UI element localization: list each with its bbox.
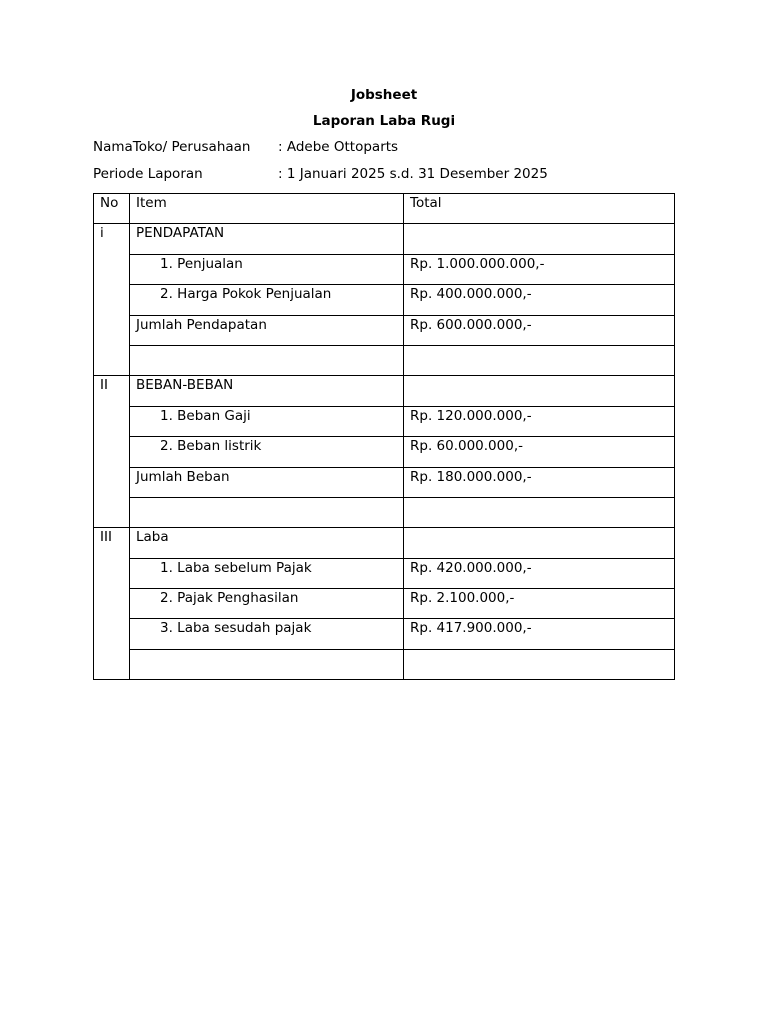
summary-total: Rp. 180.000.000,- (404, 467, 675, 497)
table-row (94, 619, 675, 649)
empty-cell (404, 649, 675, 679)
company-value: : Adebe Ottoparts (278, 139, 399, 155)
row-total: Rp. 417.900.000,- (404, 619, 675, 649)
table-row (94, 467, 675, 497)
section-number: i (94, 224, 130, 376)
table-row (94, 558, 675, 588)
table-header-row (94, 194, 675, 224)
table-row (94, 254, 675, 284)
table-row (94, 224, 675, 254)
summary-item: Jumlah Beban (130, 467, 404, 497)
header-item: Item (130, 194, 404, 224)
table-row (94, 285, 675, 315)
table-row (94, 589, 675, 619)
row-item: 3. Laba sesudah pajak (160, 620, 312, 637)
section-heading: BEBAN-BEBAN (130, 376, 404, 406)
profit-loss-table (93, 193, 675, 680)
summary-item: Jumlah Pendapatan (130, 315, 404, 345)
table-row (94, 376, 675, 406)
section-heading: Laba (130, 528, 404, 558)
document-title: Jobsheet (350, 87, 418, 103)
row-total: Rp. 400.000.000,- (404, 285, 675, 315)
empty-cell (130, 649, 404, 679)
table-row (94, 649, 675, 679)
empty-cell (404, 376, 675, 406)
document-subtitle: Laporan Laba Rugi (312, 113, 456, 129)
header-total: Total (404, 194, 675, 224)
row-total: Rp. 60.000.000,- (404, 437, 675, 467)
row-total: Rp. 1.000.000.000,- (404, 254, 675, 284)
empty-cell (404, 528, 675, 558)
row-item: 1. Laba sebelum Pajak (160, 559, 312, 576)
empty-cell (404, 345, 675, 375)
company-label: NamaToko/ Perusahaan (93, 139, 251, 155)
empty-cell (404, 497, 675, 527)
table-row (94, 406, 675, 436)
row-item: 2. Pajak Penghasilan (160, 590, 299, 607)
row-item: 2. Harga Pokok Penjualan (160, 286, 332, 303)
row-total: Rp. 2.100.000,- (404, 589, 675, 619)
period-value: : 1 Januari 2025 s.d. 31 Desember 2025 (278, 166, 548, 182)
header-no: No (94, 194, 130, 224)
row-item: 1. Beban Gaji (160, 407, 251, 424)
section-number: III (94, 528, 130, 680)
table-row (94, 315, 675, 345)
summary-total: Rp. 600.000.000,- (404, 315, 675, 345)
row-total: Rp. 420.000.000,- (404, 558, 675, 588)
table-row (94, 437, 675, 467)
empty-cell (130, 497, 404, 527)
period-label: Periode Laporan (93, 166, 203, 182)
section-heading: PENDAPATAN (130, 224, 404, 254)
empty-cell (404, 224, 675, 254)
row-item: 1. Penjualan (160, 255, 243, 272)
table-row (94, 528, 675, 558)
table-row (94, 497, 675, 527)
section-number: II (94, 376, 130, 528)
row-total: Rp. 120.000.000,- (404, 406, 675, 436)
row-item: 2. Beban listrik (160, 438, 262, 455)
table-row (94, 345, 675, 375)
empty-cell (130, 345, 404, 375)
